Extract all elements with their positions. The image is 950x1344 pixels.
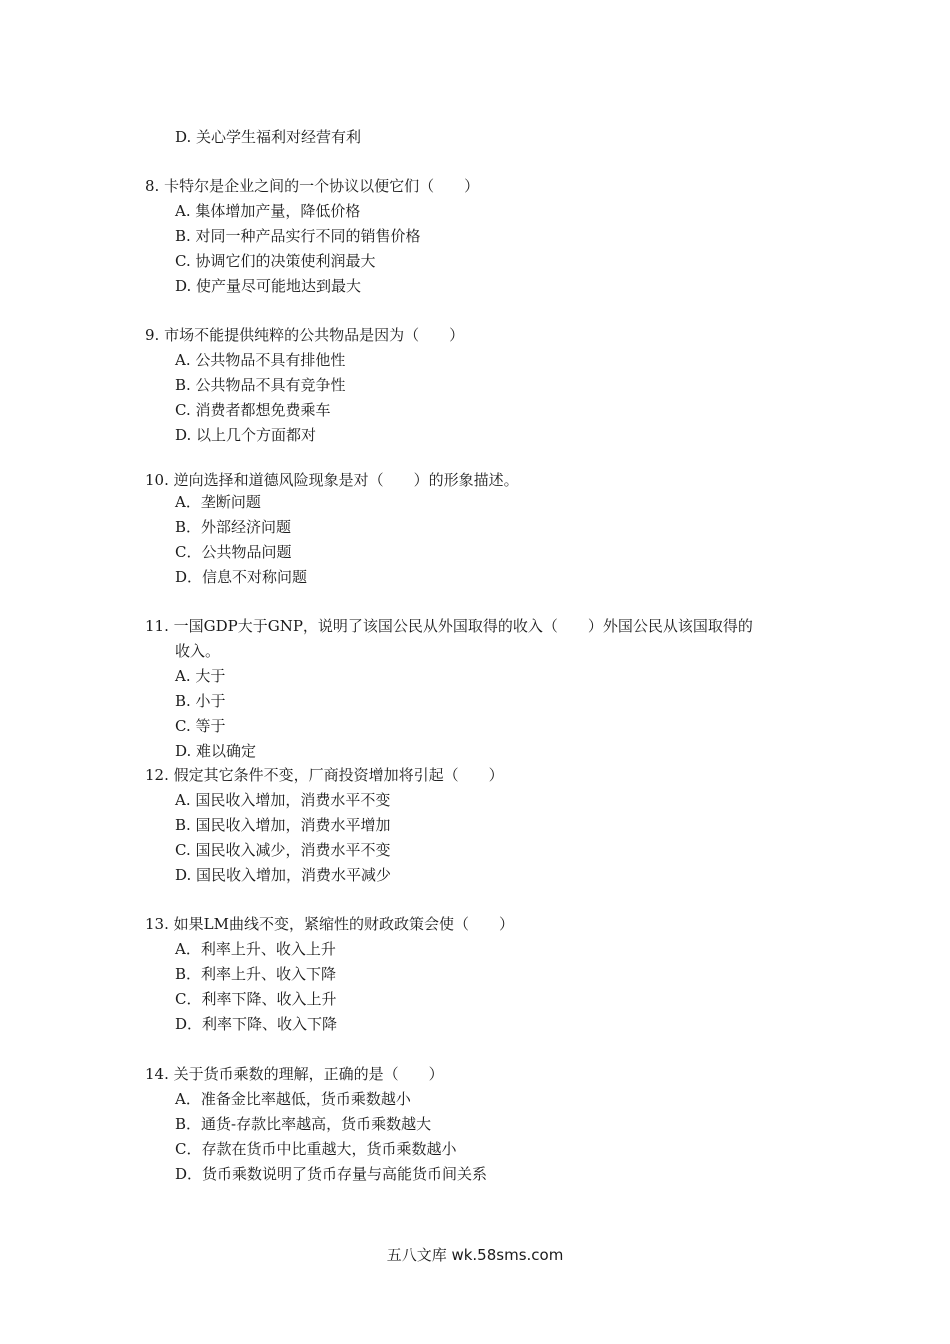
option-b: B. 小于 <box>175 692 226 710</box>
question-stem: 8. 卡特尔是企业之间的一个协议以便它们（ ） <box>145 177 480 195</box>
option-b: B．通货-存款比率越高，货币乘数越大 <box>175 1115 432 1133</box>
question-stem: 9. 市场不能提供纯粹的公共物品是因为（ ） <box>145 326 465 344</box>
option-b: B．外部经济问题 <box>175 518 292 536</box>
option-d: D. 以上几个方面都对 <box>175 426 317 444</box>
option-c: C. 国民收入减少，消费水平不变 <box>175 841 391 859</box>
option-a: A．利率上升、收入上升 <box>175 940 336 958</box>
option-c: C. 等于 <box>175 717 226 735</box>
option-d: D. 使产量尽可能地达到最大 <box>175 277 362 295</box>
option-a: A. 国民收入增加，消费水平不变 <box>175 791 391 809</box>
option-c: C．公共物品问题 <box>175 543 292 561</box>
question-stem: 13. 如果LM曲线不变，紧缩性的财政政策会使（ ） <box>145 915 514 933</box>
continuation-option-d: D. 关心学生福利对经营有利 <box>175 128 362 146</box>
option-a: A．垄断问题 <box>175 493 261 511</box>
option-d: D．利率下降、收入下降 <box>175 1015 338 1033</box>
option-a: A. 公共物品不具有排他性 <box>175 351 346 369</box>
option-d: D. 难以确定 <box>175 742 257 760</box>
option-b: B. 公共物品不具有竞争性 <box>175 376 346 394</box>
option-c: C．存款在货币中比重越大，货币乘数越小 <box>175 1140 457 1158</box>
question-stem: 12. 假定其它条件不变，厂商投资增加将引起（ ） <box>145 766 504 784</box>
option-c: C. 消费者都想免费乘车 <box>175 401 331 419</box>
option-a: A．准备金比率越低，货币乘数越小 <box>175 1090 411 1108</box>
option-b: B. 对同一种产品实行不同的销售价格 <box>175 227 421 245</box>
question-stem: 14. 关于货币乘数的理解，正确的是（ ） <box>145 1065 444 1083</box>
question-stem-continuation: 收入。 <box>175 642 221 660</box>
option-a: A. 集体增加产量，降低价格 <box>175 202 361 220</box>
option-a: A. 大于 <box>175 667 226 685</box>
question-stem: 10. 逆向选择和道德风险现象是对（ ）的形象描述。 <box>145 471 519 489</box>
option-c: C. 协调它们的决策使利润最大 <box>175 252 376 270</box>
option-b: B．利率上升、收入下降 <box>175 965 337 983</box>
option-c: C．利率下降、收入上升 <box>175 990 337 1008</box>
option-d: D．信息不对称问题 <box>175 568 308 586</box>
option-d: D．货币乘数说明了货币存量与高能货币间关系 <box>175 1165 488 1183</box>
option-b: B. 国民收入增加，消费水平增加 <box>175 816 391 834</box>
footer-watermark: 五八文库 wk.58sms.com <box>386 1246 564 1264</box>
option-d: D. 国民收入增加，消费水平减少 <box>175 866 392 884</box>
question-stem: 11. 一国GDP大于GNP，说明了该国公民从外国取得的收入（ ）外国公民从该国取得的 <box>145 617 753 635</box>
